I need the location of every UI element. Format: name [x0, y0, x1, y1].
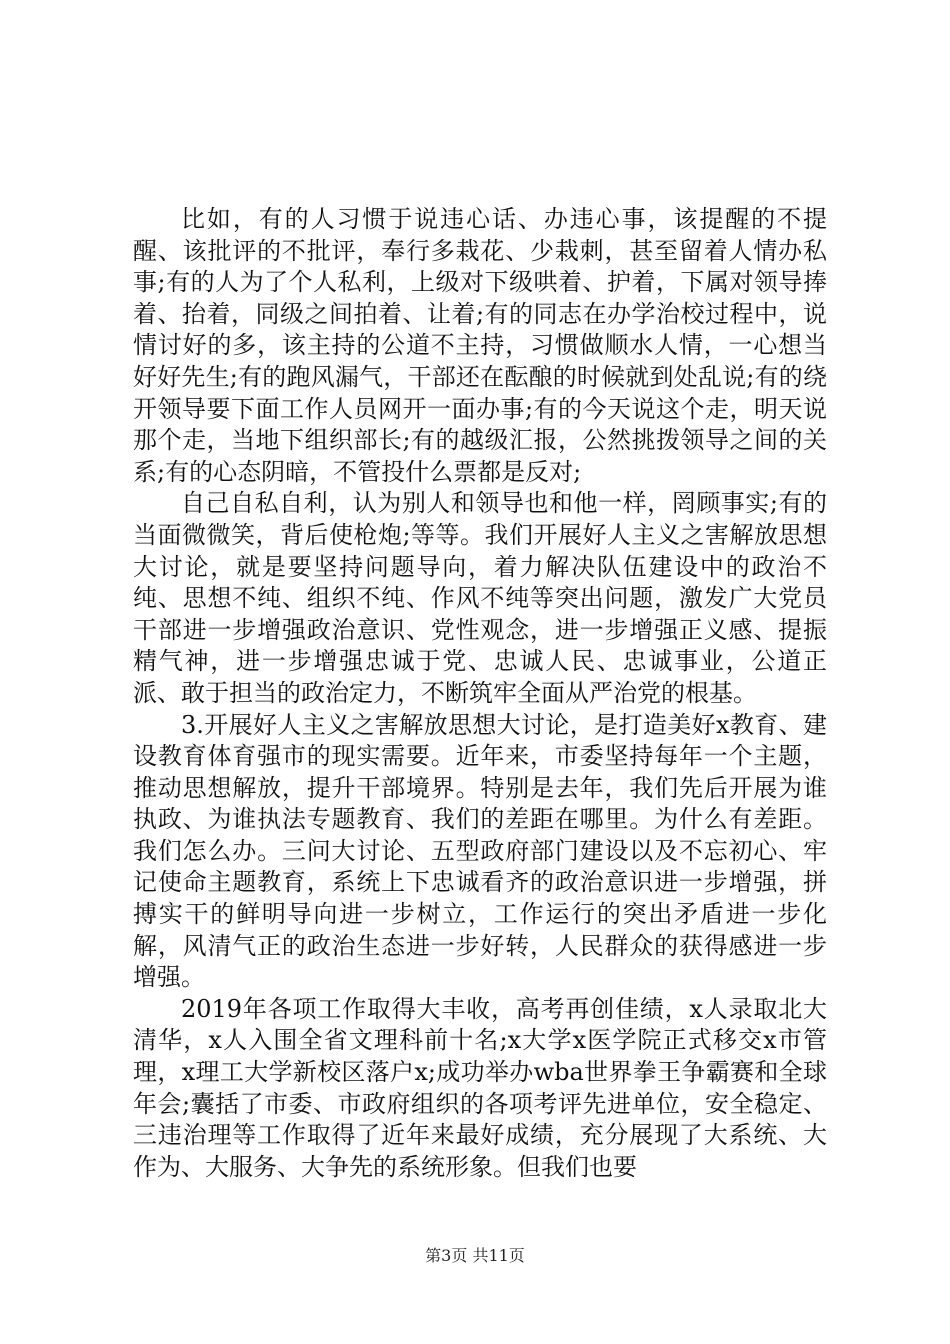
page-number-footer: 第3页 共11页 — [425, 1246, 525, 1265]
paragraph-1: 比如，有的人习惯于说违心话、办违心事，该提醒的不提醒、该批评的不批评，奉行多栽花、少栽刺，甚至留着人情办私事;有的人为了个人私利，上级对下级哄着、护着，下属对领导捧着、抬着，同级之间拍着、让着;有的同志在办学治校过程中，说情讨好的多，该主持的公道不主持，习惯做顺水人情，一心想当好好先生;有的跑风漏气，干部还在酝酿的时候就到处乱说;有的绕开领导要下面工作人员网开一面办事;有的今天说这个走，明天说那个走，当地下组织部长;有的越级汇报，公然挑拨领导之间的关系;有的心态阴暗，不管投什么票都是反对; — [133, 205, 827, 486]
paragraph-4: 2019年各项工作取得大丰收，高考再创佳绩，x人录取北大清华，x人入围全省文理科前十名;x大学x医学院正式移交x市管理，x理工大学新校区落户x;成功举办wba世界拳王争霸赛和全球年会;囊括了市委、市政府组织的各项考评先进单位，安全稳定、三违治理等工作取得了近年来最好成绩，充分展现了大系统、大作为、大服务、大争先的系统形象。但我们也要 — [133, 994, 827, 1181]
paragraph-2: 自己自私自利，认为别人和领导也和他一样，罔顾事实;有的当面微微笑，背后使枪炮;等等。我们开展好人主义之害解放思想大讨论，就是要坚持问题导向，着力解决队伍建设中的政治不纯、思想不纯、组织不纯、作风不纯等突出问题，激发广大党员干部进一步增强政治意识、党性观念，进一步增强正义感、提振精气神，进一步增强忠诚于党、忠诚人民、忠诚事业，公道正派、敢于担当的政治定力，不断筑牢全面从严治党的根基。 — [133, 489, 827, 707]
document-body — [133, 204, 827, 1183]
paragraph-3: 3.开展好人主义之害解放思想大讨论，是打造美好x教育、建设教育体育强市的现实需要。近年来，市委坚持每年一个主题，推动思想解放，提升干部境界。特别是去年，我们先后开展为谁执政、为谁执法专题教育、我们的差距在哪里。为什么有差距。我们怎么办。三问大讨论、五型政府部门建设以及不忘初心、牢记使命主题教育，系统上下忠诚看齐的政治意识进一步增强，拼搏实干的鲜明导向进一步树立，工作运行的突出矛盾进一步化解，风清气正的政治生态进一步好转，人民群众的获得感进一步增强。 — [133, 710, 827, 992]
